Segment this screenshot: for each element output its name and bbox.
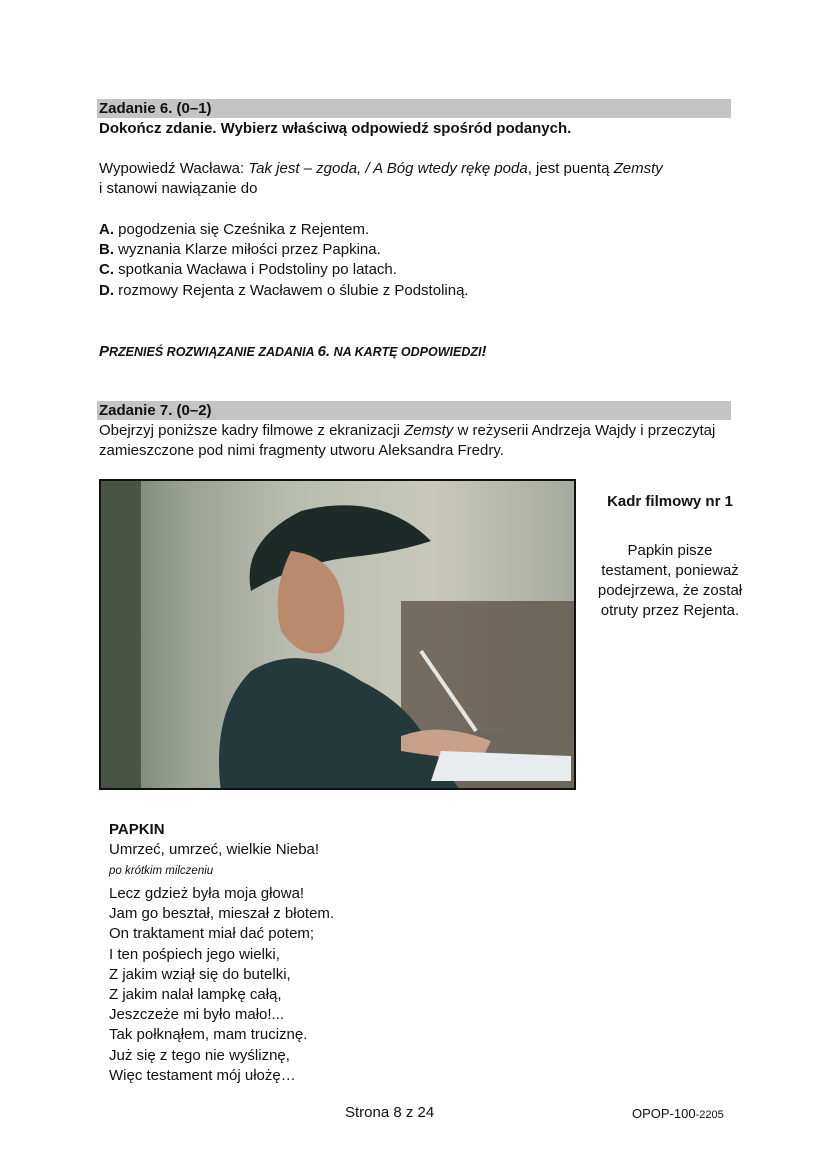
poem-lines bbox=[109, 884, 334, 1086]
task6-stem bbox=[99, 160, 663, 177]
task7-intro bbox=[99, 422, 715, 439]
poem-line: Lecz gdzież była moja głowa! bbox=[109, 885, 305, 902]
option-text: spotkania Wacława i Podstoliny po latach. bbox=[114, 261, 397, 278]
page-number: Strona 8 z 24 bbox=[345, 1104, 435, 1121]
stem-prefix: Wypowiedź Wacława: bbox=[99, 160, 249, 177]
task6-instruction: Dokończ zdanie. Wybierz właściwą odpowiedź spośród podanych. bbox=[99, 120, 572, 137]
poem-line: On traktament miał dać potem; bbox=[109, 925, 315, 943]
stem-quote: Tak jest – zgoda, / A Bóg wtedy rękę poda bbox=[248, 160, 528, 177]
option-a bbox=[99, 221, 369, 238]
poem-line: Jeszczeże mi było mało!... bbox=[109, 1006, 285, 1024]
code-part: -2205 bbox=[695, 1109, 724, 1121]
option-text: rozmowy Rejenta z Wacławem o ślubie z Podstoliną. bbox=[114, 282, 469, 299]
poem-line: Już się z tego nie wyśliznę, bbox=[109, 1046, 290, 1064]
film-still-image bbox=[99, 479, 576, 790]
caption-line: podejrzewa, że został bbox=[597, 582, 743, 599]
speaker-name: PAPKIN bbox=[109, 821, 165, 838]
poem-line: Więc testament mój ułożę… bbox=[109, 1066, 296, 1084]
task6-stem-line2: i stanowi nawiązanie do bbox=[99, 180, 258, 197]
task6-header: Zadanie 6. (0–1) bbox=[97, 99, 731, 118]
stem-mid: , jest puentą bbox=[527, 160, 614, 177]
poem-line: Tak połknąłem, mam truciznę. bbox=[109, 1026, 308, 1044]
option-b bbox=[99, 241, 381, 258]
option-letter: D. bbox=[99, 282, 114, 299]
code-part: OPOP-100 bbox=[632, 1106, 696, 1121]
option-letter: C. bbox=[99, 261, 114, 278]
stage-direction: po krótkim milczeniu bbox=[109, 865, 214, 877]
poem-line: Z jakim wziął się do butelki, bbox=[109, 965, 291, 983]
transfer-note bbox=[99, 343, 487, 360]
note-part: RZENIEŚ ROZWIĄZANIE ZADANIA bbox=[109, 345, 318, 359]
intro-title: Zemsty bbox=[404, 422, 454, 439]
option-text: pogodzenia się Cześnika z Rejentem. bbox=[114, 221, 370, 238]
option-letter: A. bbox=[99, 221, 114, 238]
option-letter: B. bbox=[99, 241, 114, 258]
stem-title: Zemsty bbox=[613, 160, 663, 177]
note-part: NA KARTĘ ODPOWIEDZI bbox=[330, 345, 482, 359]
option-d bbox=[99, 282, 469, 299]
film-still-drawing bbox=[101, 481, 576, 790]
frame-caption bbox=[590, 541, 750, 621]
intro-part: Obejrzyj poniższe kadry filmowe z ekranizacji bbox=[99, 422, 405, 439]
option-c bbox=[99, 261, 397, 278]
poem-first-line: Umrzeć, umrzeć, wielkie Nieba! bbox=[109, 841, 320, 858]
frame-title: Kadr filmowy nr 1 bbox=[607, 493, 733, 510]
caption-line: otruty przez Rejenta. bbox=[600, 602, 740, 619]
poem-line: I ten pośpiech jego wielki, bbox=[109, 945, 280, 963]
task7-header: Zadanie 7. (0–2) bbox=[97, 401, 731, 420]
poem-line: Jam go beształ, mieszał z błotem. bbox=[109, 905, 335, 923]
note-part: ! bbox=[481, 343, 487, 360]
poem-line: Z jakim nalał lampkę całą, bbox=[109, 986, 282, 1004]
note-part: 6. bbox=[317, 343, 331, 360]
caption-line: testament, ponieważ bbox=[601, 562, 739, 579]
caption-line: Papkin pisze bbox=[627, 542, 713, 559]
option-text: wyznania Klarze miłości przez Papkina. bbox=[114, 241, 381, 258]
intro-part: w reżyserii Andrzeja Wajdy i przeczytaj bbox=[453, 422, 716, 439]
note-part: P bbox=[99, 343, 110, 360]
task7-intro-line2: zamieszczone pod nimi fragmenty utworu Aleksandra Fredry. bbox=[99, 442, 504, 459]
exam-code bbox=[632, 1106, 724, 1121]
